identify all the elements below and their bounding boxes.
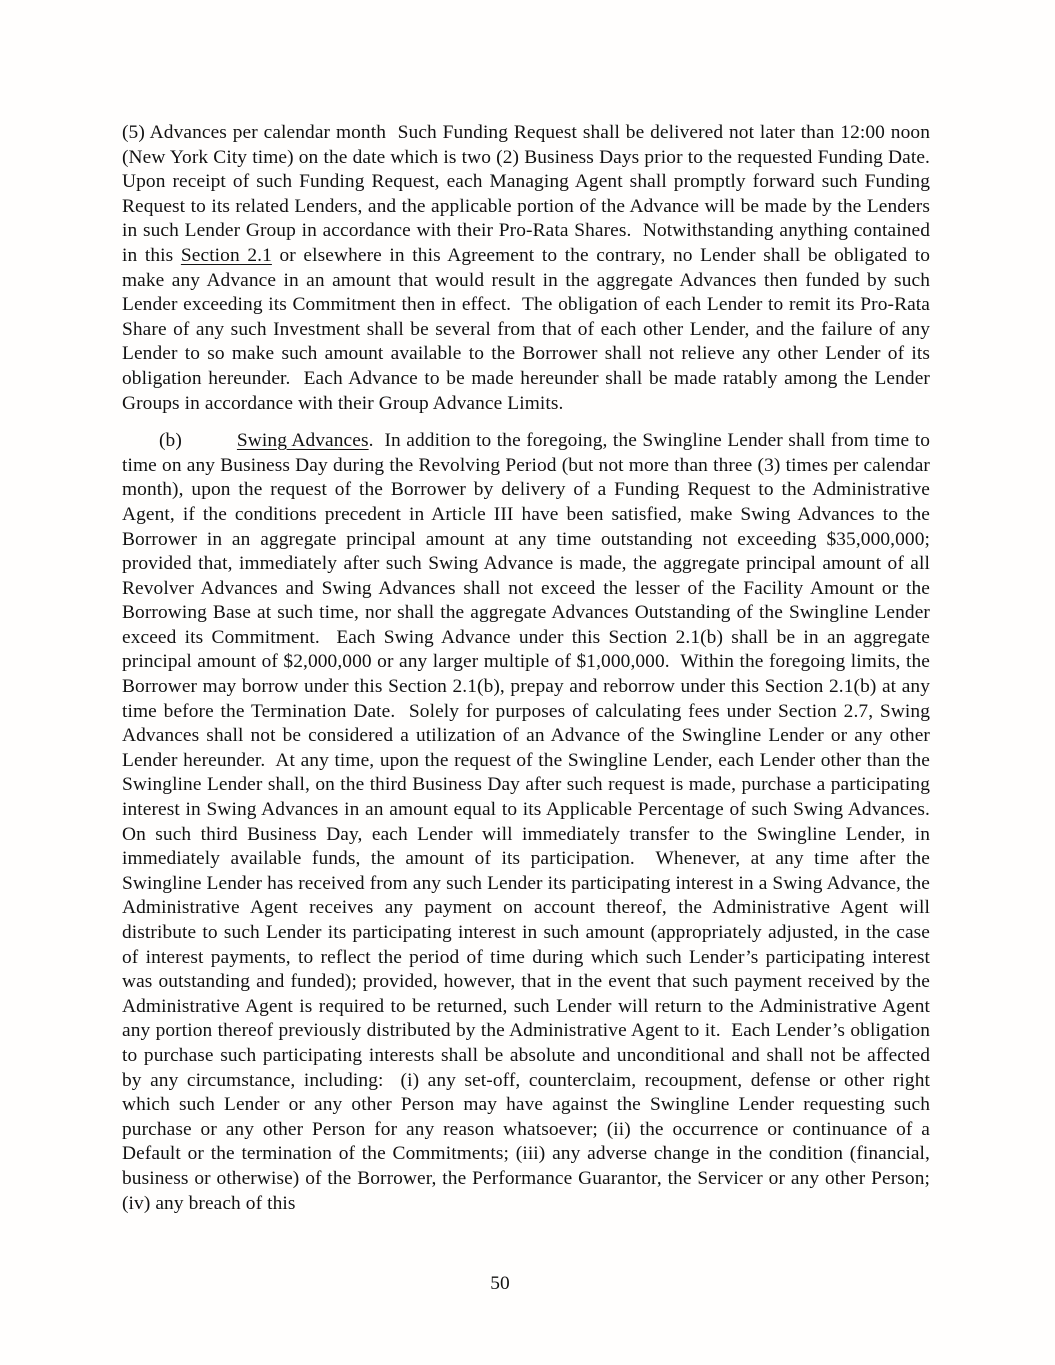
paragraph-advances-continuation bbox=[122, 121, 940, 416]
paragraph-swing-advances bbox=[122, 429, 940, 1216]
document-body bbox=[122, 121, 940, 1216]
text-run: or elsewhere in this Agreement to the contrary, no Lender shall be obligated to make any Advance in an amount that would result in the aggregate Advances then funded by such Lender exceeding its Commitment then in effect. The obligation of each Lender to remit its Pro-Rata Share of any such Investment shall be several from that of each other Lender, and the failure of any Lender to so make such amount available to the Borrower shall not relieve any other Lender of its obligation hereunder. Each Advance to be made hereunder shall be made ratably among the Lender Groups in accordance with their Group Advance Limits. bbox=[122, 244, 935, 414]
section-2-1-reference: Section 2.1 bbox=[180, 244, 272, 266]
clause-letter: (b) bbox=[159, 430, 182, 452]
page-number: 50 bbox=[490, 1273, 510, 1294]
swing-advances-heading: Swing Advances bbox=[236, 430, 369, 452]
text-run: (5) Advances per calendar month Such Funding Request shall be delivered not later than 12:00 noon (New York City time) on the date which is two (2) Business Days prior to the requested Funding Date. Upon receipt of such Funding Request, each Managing Agent shall promptly forward such Funding Request to its related Lenders, and the applicable portion of the Advance will be made by the Lenders in such Lender Group in accordance with their Pro-Rata Shares. Notwithstanding anything contained in this bbox=[122, 122, 940, 266]
text-run: . In addition to the foregoing, the Swingline Lender shall from time to time on any Business Day during the Revolving Period (but not more than three (3) times per calendar month), upon the request of the Borrower by delivery of a Funding Request to the Administrative Agent, if the conditions precedent in Article III have been satisfied, make Swing Advances to the Borrower in an aggregate principal amount at any time outstanding not exceeding $35,000,000; provided that, immediately after such Swing Advance is made, the aggregate principal amount of all Revolver Advances and Swing Advances shall not exceed the lesser of the Facility Amount or the Borrowing Base at such time, nor shall the aggregate Advances Outstanding of the Swingline Lender exceed its Commitment. Each Swing Advance under this Section 2.1(b) shall be in an aggregate principal amount of $2,000,000 or any larger multiple of $1,000,000. Within the foregoing limits, the Borrower may borrow under this Section 2.1(b), prepay and reborrow under this Section 2.1(b) at any time before the Termination Date. Solely for purposes of calculating fees under Section 2.7, Swing Advances shall not be considered a utilization of an Advance of the Swingline Lender or any other Lender hereunder. At any time, upon the request of the Swingline Lender, each Lender other than the Swingline Lender shall, on the third Business Day after such request is made, purchase a participating interest in Swing Advances in an amount equal to its Applicable Percentage of such Swing Advances. On such third Business Day, each Lender will immediately transfer to the Swingline Lender, in immediately available funds, the amount of its participation. Whenever, at any time after the Swingline Lender has received from any such Lender its participating interest in a Swing Advance, the Administrative Agent receives any payment on account thereof, the Administrative Agent will distribute to such Lender its participating interest in such amount (appropriately adjusted, in the case of interest payments, to reflect the period of time during which such Lender’s participating interest was outstanding and funded); provided, however, that in the event that such payment received by the Administrative Agent is required to be returned, such Lender will return to the Administrative Agent any portion thereof previously distributed by the Administrative Agent to it. Each Lender’s obligation to purchase such participating interests shall be absolute and unconditional and shall not be affected by any circumstance, including: (i) any set-off, counterclaim, recoupment, defense or other right which such Lender or any other Person may have against the Swingline Lender requesting such purchase or any other Person for any reason whatsoever; (ii) the occurrence or continuance of a Default or the termination of the Commitments; (iii) any adverse change in the condition (financial, business or otherwise) of the Borrower, the Performance Guarantor, the Servicer or any other Person; (iv) any breach of this bbox=[122, 430, 940, 1214]
